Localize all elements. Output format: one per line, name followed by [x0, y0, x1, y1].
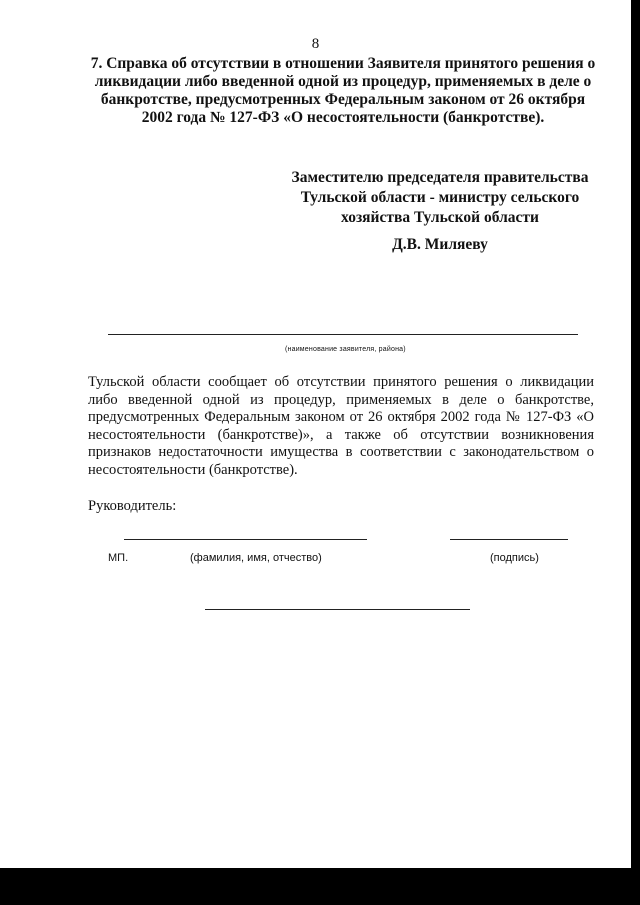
signature-line	[450, 539, 568, 540]
body-text: Тульской области сообщает об отсутствии принятого решения о ликвидации либо введенной одной из процедур, применяемых в деле о банкротстве, предусмотренных Федеральным законом от 26 октября 2002 года № 127-ФЗ «О несостоятельности (банкротстве)», а также об отсутствии возникновения признаков недостаточности имущества в соответствии с законодательством о несостоятельности (банкротстве).	[88, 374, 594, 478]
applicant-name-line	[108, 334, 578, 335]
document-title: 7. Справка об отсутствии в отношении Заявителя принятого решения о ликвидации либо введенной одной из процедур, применяемых в деле о банкротстве, предусмотренных Федеральным законом от 26 октября 2002 года № 127-ФЗ «О несостоятельности (банкротстве).	[90, 55, 596, 126]
name-line	[124, 539, 367, 540]
addressee-block	[270, 168, 610, 228]
addressee-line: Заместителю председателя правительства	[291, 169, 589, 186]
addressee-name: Д.В. Миляеву	[392, 236, 488, 253]
addressee-line: Тульской области - министру сельского	[300, 189, 580, 206]
bottom-divider-line	[205, 609, 470, 610]
signature-caption: (подпись)	[490, 552, 539, 564]
addressee-line: хозяйства Тульской области	[341, 209, 539, 226]
stamp-label: МП.	[108, 552, 129, 564]
page-number: 8	[311, 36, 320, 52]
signer-label: Руководитель:	[88, 498, 177, 514]
applicant-caption: (наименование заявителя, района)	[285, 346, 406, 353]
name-caption: (фамилия, имя, отчество)	[190, 552, 322, 564]
